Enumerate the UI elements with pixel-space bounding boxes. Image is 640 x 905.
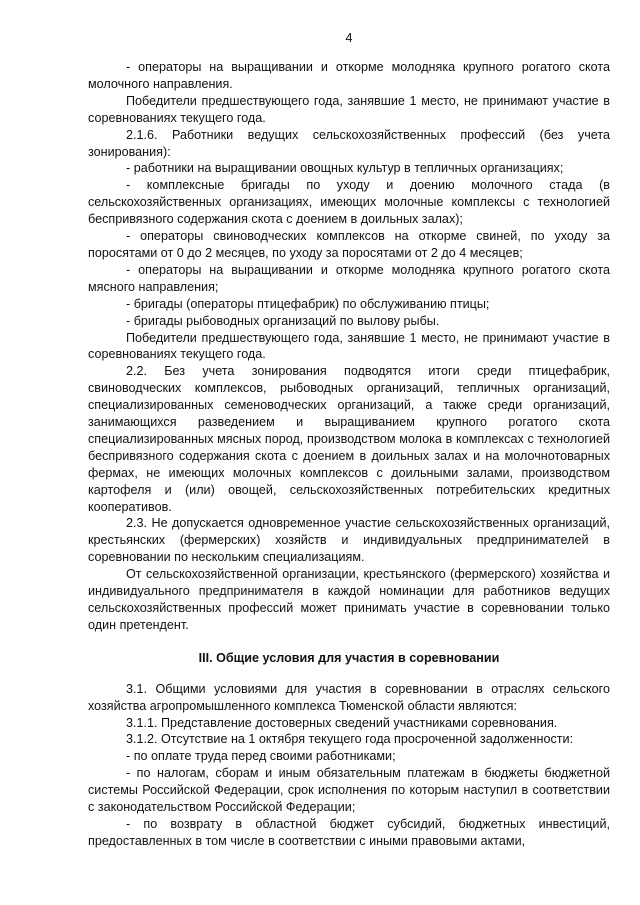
paragraph: Победители предшествующего года, занявшие 1 место, не принимают участие в соревнованиях текущего года. bbox=[88, 330, 610, 362]
paragraph: - по налогам, сборам и иным обязательным платежам в бюджеты бюджетной системы Российской Федерации, срок исполнения по которым наступил в соответствии с законодательством Российской Федерации; bbox=[88, 766, 610, 815]
paragraph: 3.1.2. Отсутствие на 1 октября текущего года просроченной задолженности: bbox=[126, 732, 574, 747]
paragraph: 2.1.6. Работники ведущих сельскохозяйственных профессий (без учета зонирования): bbox=[88, 127, 610, 159]
paragraph: 2.3. Не допускается одновременное участие сельскохозяйственных организаций, крестьянских (фермерских) хозяйств и индивидуальных предпринимателей в соревновании по нескольким специализациям. bbox=[88, 516, 610, 565]
paragraph: - по возврату в областной бюджет субсидий, бюджетных инвестиций, предоставленных в том числе в соответствии с иными правовыми актами, bbox=[88, 816, 610, 848]
page-number: 4 bbox=[345, 31, 353, 45]
section-heading: III. Общие условия для участия в соревновании bbox=[198, 650, 500, 665]
paragraph: От сельскохозяйственной организации, крестьянского (фермерского) хозяйства и индивидуального предпринимателя в каждой номинации для работников ведущих сельскохозяйственных профессий может принимать участие в соревновании только один претендент. bbox=[88, 567, 610, 632]
paragraph: 3.1.1. Представление достоверных сведений участниками соревнования. bbox=[126, 715, 558, 730]
paragraph: - бригады рыбоводных организаций по вылову рыбы. bbox=[126, 313, 440, 328]
paragraph: - работники на выращивании овощных культур в тепличных организациях; bbox=[126, 161, 564, 176]
paragraph: - операторы на выращивании и откорме молодняка крупного рогатого скота молочного направления. bbox=[88, 60, 610, 91]
paragraph: Победители предшествующего года, занявшие 1 место, не принимают участие в соревнованиях текущего года. bbox=[88, 93, 610, 125]
paragraph: 3.1. Общими условиями для участия в соревновании в отраслях сельского хозяйства агропромышленного комплекса Тюменской области являются: bbox=[88, 681, 610, 713]
paragraph: - операторы свиноводческих комплексов на откорме свиней, по уходу за поросятами от 0 до 2 месяцев, по уходу за поросятами от 2 до 4 месяцев; bbox=[88, 229, 610, 260]
document-body bbox=[88, 59, 610, 850]
paragraph: - бригады (операторы птицефабрик) по обслуживанию птицы; bbox=[126, 296, 490, 311]
paragraph: - комплексные бригады по уходу и доению молочного стада (в сельскохозяйственных организациях, имеющих молочные комплексы с технологией беспривязного содержания скота с доением в доильных залах); bbox=[88, 178, 610, 227]
paragraph: 2.2. Без учета зонирования подводятся итоги среди птицефабрик, свиноводческих комплексов, рыбоводных организаций, тепличных организаций, специализированных семеноводческих организаций, а также среди организаций, занимающихся разведением и выращиванием крупного рогатого скота специализированных мясных пород, производством молока в комплексах с технологией беспривязного содержания скота с доением в доильных залах и на молочнотоварных фермах, не имеющих молочных комплексов с доильными залами, производством картофеля и (или) овощей, сельскохозяйственных потребительских кредитных кооперативов. bbox=[88, 364, 610, 514]
paragraph: - операторы на выращивании и откорме молодняка крупного рогатого скота мясного направления; bbox=[88, 262, 610, 294]
paragraph: - по оплате труда перед своими работниками; bbox=[126, 749, 396, 764]
